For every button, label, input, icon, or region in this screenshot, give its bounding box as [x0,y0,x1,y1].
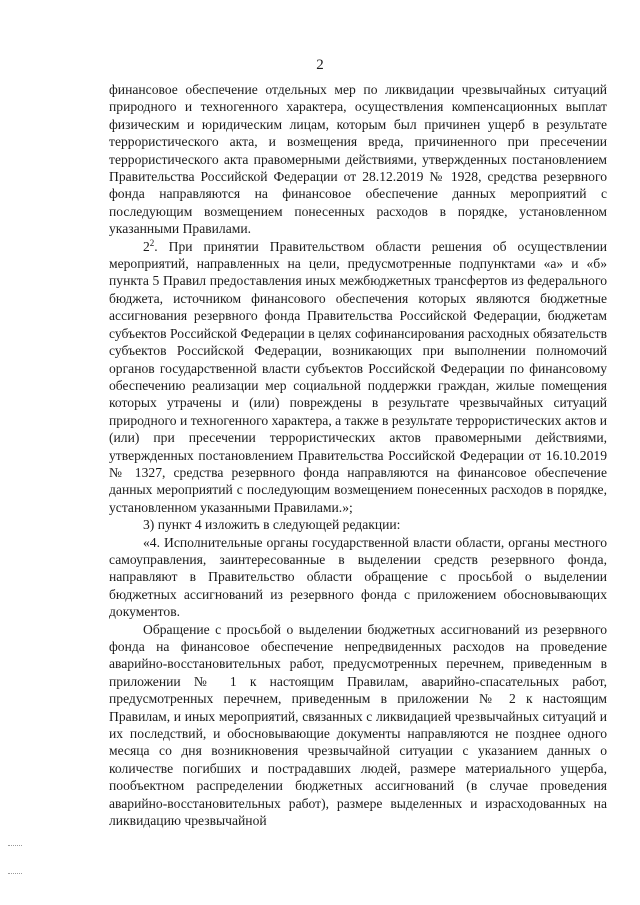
paragraph-continuation: финансовое обеспечение отдельных мер по ликвидации чрезвычайных ситуаций природного и техногенного характера, осуществления компенсационных выплат физическим и юридическим лицам, которым был причинен ущерб в результате террористического акта, и возмещения вреда, причиненного при пресечении террористического акта правомерными действиями, утвержденных постановлением Правительства Российской Федерации от 28.12.2019 № 1928, средства резервного фонда направляются на финансовое обеспечение данных мероприятий с последующим возмещением понесенных расходов в порядке, установленном указанными Правилами. [109,82,607,237]
paragraph-subitem-3: 3) пункт 4 изложить в следующей редакции: [143,517,401,533]
paragraph-item-2-2 [109,238,607,517]
paragraph-item-4: «4. Исполнительные органы государственной власти области, органы местного самоуправления, заинтересованные в выделении средств резервного фонда, направляют в Правительство области обращение с просьбой о выделении бюджетных ассигнований из резервного фонда с приложением обосновывающих документов. [109,534,607,620]
item-number: 2 [143,238,150,254]
paragraph-text: . При принятии Правительством области решения об осуществлении мероприятий, направленных на цели, предусмотренные подпунктами «а» и «б» пункта 5 Правил предоставления иных межбюджетных трансфертов из федерального бюджета, источником финансового обеспечения которых являются бюджетные ассигнования резервного фонда Правительства Российской Федерации, бюджетам субъектов Российской Федерации в целях софинансирования расходных обязательств субъектов Российской Федерации, возникающих при выполнении полномочий органов государственной власти субъектов Российской Федерации по финансовому обеспечению реализации мер социальной поддержки граждан, жилые помещения которых утрачены и (или) повреждены в результате чрезвычайных ситуаций природного и техногенного характера, а также в результате террористических актов и (или) при пресечении террористических актов правомерными действиями, утвержденных постановлением Правительства Российской Федерации от 16.10.2019 № 1327, средства резервного фонда направляются на финансовое обеспечение данных мероприятий с последующим возмещением понесенных расходов в порядке, установленном указанными Правилами.»; [109,238,607,515]
page-number: 2 [316,57,324,73]
paragraph-appeal-details: Обращение с просьбой о выделении бюджетных ассигнований из резервного фонда на финансовое обеспечение непредвиденных расходов на проведение аварийно-восстановительных работ, предусмотренных перечнем, приведенным в приложении № 1 к настоящим Правилам, аварийно-спасательных работ, предусмотренных перечнем, приведенным в приложении № 2 к настоящим Правилам, и иных мероприятий, связанных с ликвидацией чрезвычайных ситуаций и их последствий, и обосновывающие документы направляются не позднее одного месяца со дня возникновения чрезвычайной ситуации с указанием данных о количестве погибших и пострадавших людей, размере материального ущерба, пообъектном распределении бюджетных ассигнований (в случае проведения аварийно-восстановительных работ), размере выделенных и израсходованных на ликвидацию чрезвычайной [109,621,607,829]
document-body [109,81,607,829]
scan-edge-mark [8,873,22,874]
item-superscript: 2 [149,237,155,248]
scan-edge-mark [8,845,22,846]
